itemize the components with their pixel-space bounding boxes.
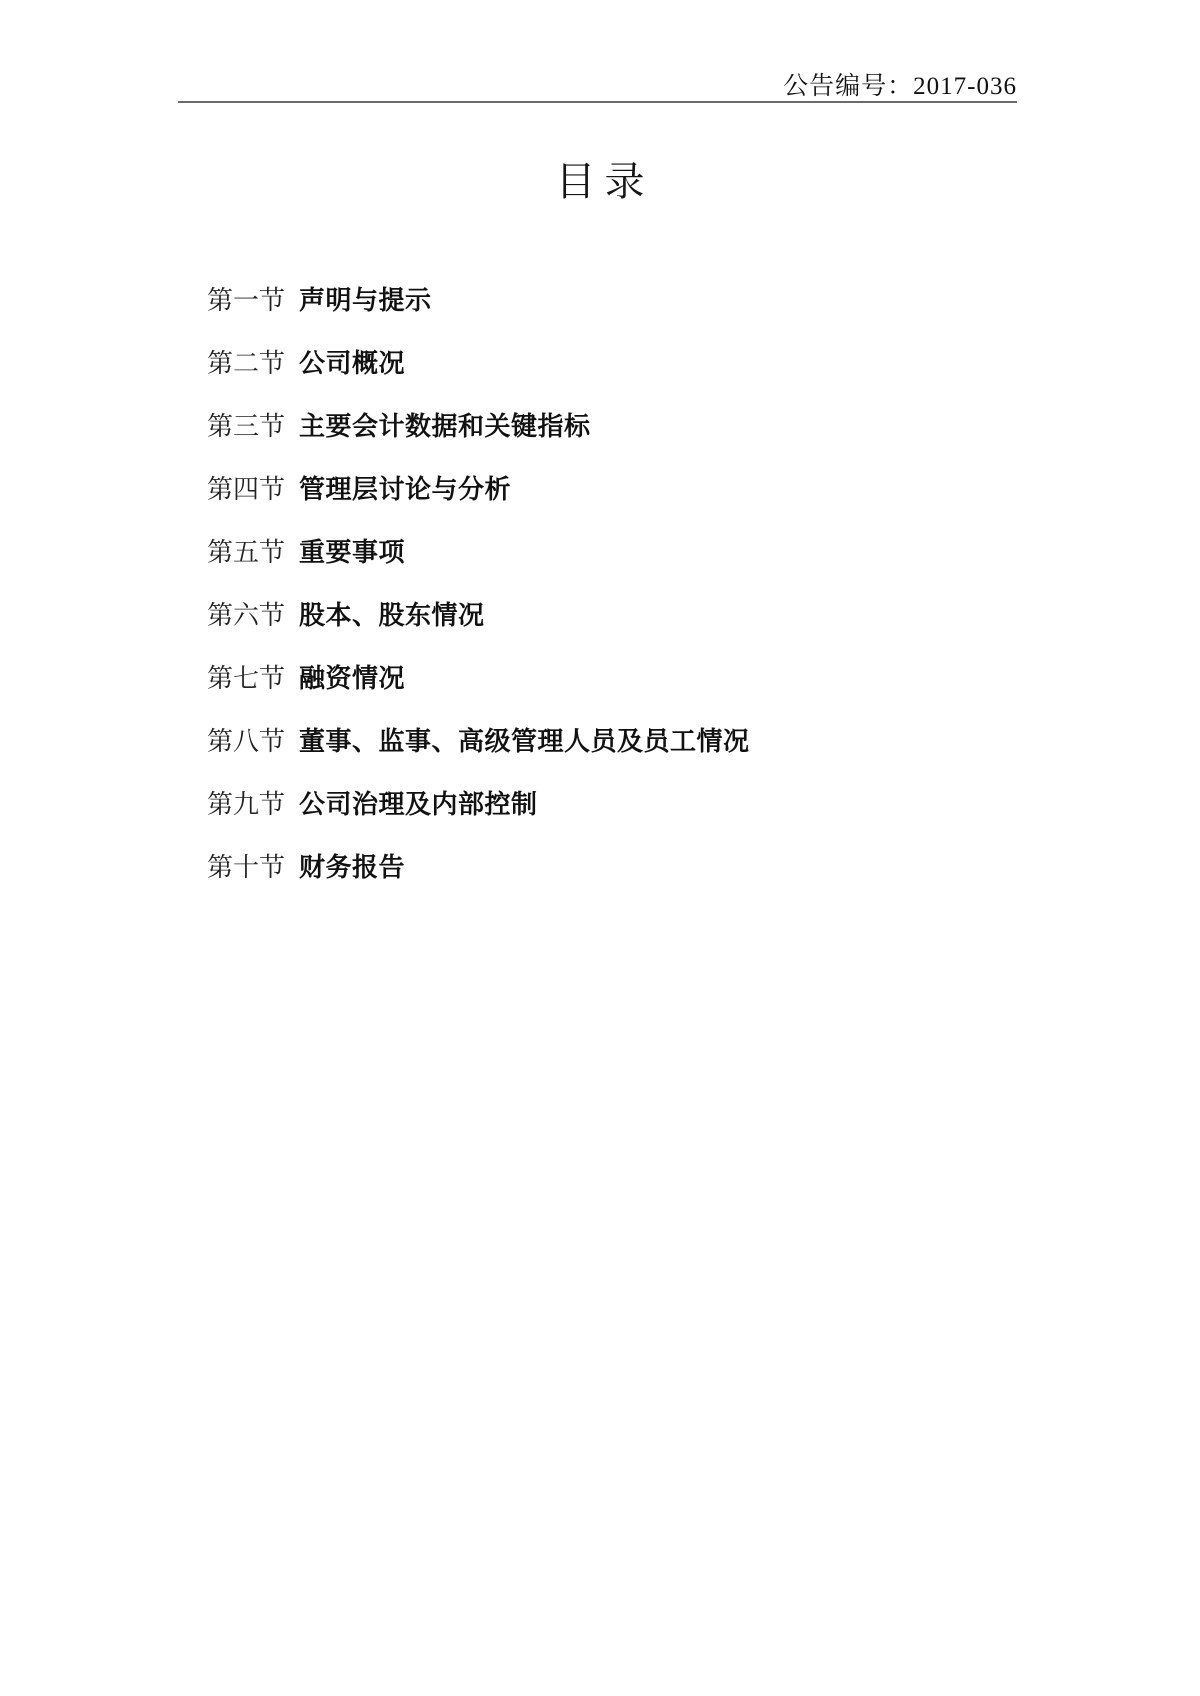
toc-item-title: 公司概况 bbox=[299, 348, 406, 378]
toc-item-title: 融资情况 bbox=[299, 663, 406, 693]
toc-item bbox=[207, 854, 1007, 880]
announcement-number: 公告编号：2017-036 bbox=[783, 73, 1017, 100]
toc-item-label: 第六节 bbox=[207, 600, 286, 630]
toc-item-title: 董事、监事、高级管理人员及员工情况 bbox=[299, 726, 750, 756]
header-rule bbox=[178, 101, 1017, 103]
toc-item bbox=[207, 476, 1007, 502]
toc-item-label: 第八节 bbox=[207, 726, 286, 756]
toc-item-title: 主要会计数据和关键指标 bbox=[299, 411, 591, 441]
table-of-contents bbox=[207, 287, 1007, 917]
toc-item-label: 第七节 bbox=[207, 663, 286, 693]
toc-item bbox=[207, 287, 1007, 313]
toc-item-label: 第二节 bbox=[207, 348, 286, 378]
toc-item-label: 第十节 bbox=[207, 852, 286, 882]
toc-item-label: 第一节 bbox=[207, 285, 286, 315]
toc-item-label: 第三节 bbox=[207, 411, 286, 441]
toc-item-label: 第九节 bbox=[207, 789, 286, 819]
toc-item bbox=[207, 791, 1007, 817]
toc-item-title: 股本、股东情况 bbox=[299, 600, 485, 630]
toc-item-label: 第四节 bbox=[207, 474, 286, 504]
toc-item bbox=[207, 350, 1007, 376]
toc-item-title: 重要事项 bbox=[299, 537, 406, 567]
toc-item-title: 公司治理及内部控制 bbox=[299, 789, 538, 819]
page-title: 目录 bbox=[555, 160, 654, 204]
toc-item bbox=[207, 665, 1007, 691]
toc-item bbox=[207, 413, 1007, 439]
toc-item-label: 第五节 bbox=[207, 537, 286, 567]
toc-item bbox=[207, 728, 1007, 754]
toc-item bbox=[207, 539, 1007, 565]
toc-item-title: 管理层讨论与分析 bbox=[299, 474, 512, 504]
toc-item-title: 声明与提示 bbox=[299, 285, 432, 315]
toc-item bbox=[207, 602, 1007, 628]
toc-item-title: 财务报告 bbox=[299, 852, 406, 882]
